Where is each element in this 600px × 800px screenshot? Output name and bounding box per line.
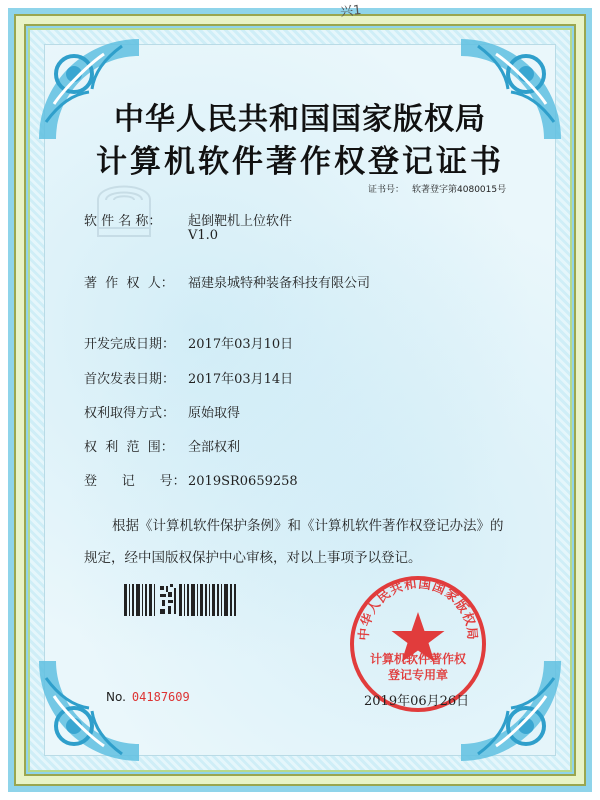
first-publish-date-label: 首次发表日期： bbox=[84, 372, 176, 387]
certificate-title: 计算机软件著作权登记证书 bbox=[96, 144, 504, 180]
software-version: V1.0 bbox=[188, 228, 219, 243]
serial-number bbox=[106, 690, 190, 704]
certificate-number-label: 证书号： bbox=[368, 185, 405, 195]
serial-label: No. bbox=[106, 690, 126, 704]
completion-date-row bbox=[84, 333, 293, 352]
software-name-value: 起倒靶机上位软件 bbox=[188, 214, 293, 229]
agency-title: 中华人民共和国国家版权局 bbox=[114, 102, 486, 137]
copyright-owner-label: 著 作 权 人： bbox=[84, 276, 174, 291]
issue-date: 2019年06月26日 bbox=[364, 694, 470, 709]
registration-number-value: 2019SR0659258 bbox=[188, 474, 298, 489]
statement-line-2: 规定，经中国版权保护中心审核，对以上事项予以登记。 bbox=[84, 550, 422, 566]
corner-ornament-bottom-left bbox=[34, 656, 144, 766]
seal-line-2: 登记专用章 bbox=[387, 668, 448, 682]
acquisition-method-label: 权利取得方式： bbox=[84, 406, 176, 421]
copyright-owner-value: 福建泉城特种装备科技有限公司 bbox=[188, 276, 371, 291]
statement-line-1: 根据《计算机软件保护条例》和《计算机软件著作权登记办法》的 bbox=[112, 518, 504, 534]
rights-scope-label: 权 利 范 围： bbox=[84, 440, 174, 455]
seal-line-1: 计算机软件著作权 bbox=[369, 652, 466, 666]
completion-date-label: 开发完成日期： bbox=[84, 337, 176, 352]
first-publish-date-value: 2017年03月14日 bbox=[188, 372, 294, 387]
completion-date-value: 2017年03月10日 bbox=[188, 337, 294, 352]
software-name-row bbox=[84, 210, 292, 229]
registration-number-row bbox=[84, 470, 298, 489]
seal-arc-text: 中华人民共和国国家版权局 bbox=[355, 575, 481, 642]
registration-number-label: 登 记 号： bbox=[84, 474, 186, 489]
acquisition-method-value: 原始取得 bbox=[188, 406, 241, 421]
certificate-number bbox=[368, 182, 506, 195]
copyright-owner-row bbox=[84, 272, 370, 291]
serial-value: 04187609 bbox=[131, 690, 190, 704]
rights-scope-value: 全部权利 bbox=[188, 440, 241, 455]
first-publish-date-row bbox=[84, 368, 293, 387]
handwritten-note: 兴1 bbox=[339, 2, 363, 21]
emblem-watermark-icon bbox=[92, 170, 156, 240]
rights-scope-row bbox=[84, 436, 240, 455]
barcode-icon bbox=[124, 584, 236, 616]
acquisition-method-row bbox=[84, 402, 240, 421]
certificate-number-value: 软著登字第4080015号 bbox=[412, 185, 507, 195]
software-name-label: 软 件 名 称： bbox=[84, 214, 162, 229]
